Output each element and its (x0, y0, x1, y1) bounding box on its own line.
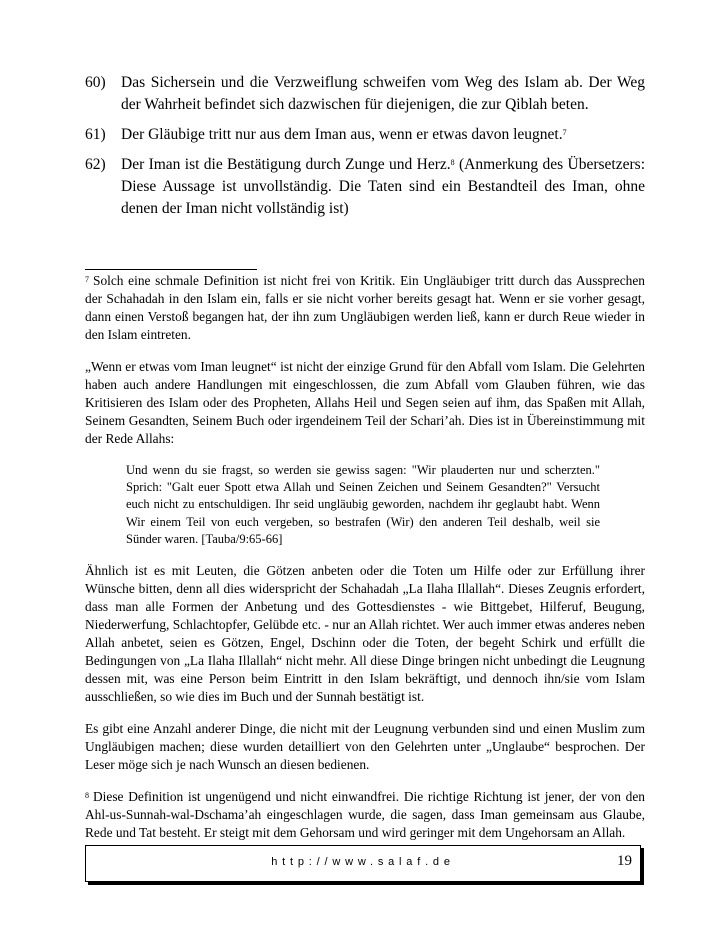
footnote-ref-7[interactable]: 7 (562, 128, 567, 137)
item-text-continued: (Anmerkung des Übersetzers: Diese Aussage ist unvollständig. Die Taten sind ein Bestandteil des Iman, ohne denen der Iman nicht vollständig ist) (121, 156, 645, 217)
footnote-paragraph: Ähnlich ist es mit Leuten, die Götzen anbeten oder die Toten um Hilfe oder zur Erfüllung ihrer Wünsche bitten, denn all dies widerspricht der Schahadah „La Ilaha Illallah“. Dieses Zeugnis erfordert, dass man alle Formen der Anbetung und des Gottesdienstes - wie Bittgebet, Hilferuf, Beugung, Niederwerfung, Schlachtopfer, Gelübde etc. - nur an Allah richtet. Wer auch immer etwas anderes neben Allah anbetet, seien es Götzen, Engel, Dschinn oder die Toten, der begeht Schirk und erfüllt die Bedingungen von „La Ilaha Illallah“ nicht mehr. All diese Dinge bringen nicht unbedingt die Leugnung dessen mit, was eine Person beim Eintritt in den Islam bekräftigt, und dennoch ihn/sie vom Islam ausschließen, so wie dies im Buch und der Sunnah bestätigt ist. (85, 563, 645, 705)
footnote-7 (85, 272, 645, 344)
footer-url[interactable]: http://www.salaf.de (271, 856, 455, 868)
footnote-ref-8[interactable]: 8 (450, 158, 455, 167)
footnotes (85, 272, 645, 856)
page-footer (85, 845, 641, 882)
footnote-separator (85, 269, 257, 270)
item-number: 60) (85, 74, 106, 91)
list-item-61 (85, 124, 645, 146)
footnote-marker: 8 (85, 791, 89, 801)
item-text: Der Iman ist die Bestätigung durch Zunge und Herz. (121, 156, 451, 173)
item-number: 62) (85, 156, 106, 173)
footnote-paragraph: „Wenn er etwas vom Iman leugnet“ ist nicht der einzige Grund für den Abfall vom Islam. Die Gelehrten haben auch andere Handlungen mit eingeschlossen, die zum Abfall vom Glauben führen, wie das Kritisieren des Islam oder des Propheten, Allahs Heil und Segen seien auf ihm, das Spaßen mit Allah, Seinem Gesandten, Seinem Buch oder irgendeinem Teil der Schari’ah. Dies ist in Übereinstimmung mit der Rede Allahs: (85, 359, 645, 446)
page-number: 19 (617, 853, 632, 869)
numbered-list (85, 72, 645, 228)
footnote-8 (85, 788, 645, 842)
item-number: 61) (85, 126, 106, 143)
list-item-60 (85, 72, 645, 116)
footnote-paragraph: Es gibt eine Anzahl anderer Dinge, die nicht mit der Leugnung verbunden sind und einen Muslim zum Ungläubigen machen; diese wurden detailliert von den Gelehrten unter „Unglaube“ besprochen. Der Leser möge sich je nach Wunsch an diesen bedienen. (85, 721, 645, 773)
footnote-text: Diese Definition ist ungenügend und nicht einwandfrei. Die richtige Richtung ist jener, der von den Ahl-us-Sunnah-wal-Dschama’ah eingeschlagen wurde, die sagen, dass Iman gemeinsam aus Glaube, Rede und Tat besteht. Er steigt mit dem Gehorsam und wird geringer mit dem Ungehorsam an Allah. (85, 789, 645, 841)
footnote-marker: 7 (85, 275, 89, 284)
list-item-62 (85, 154, 645, 220)
item-text: Das Sichersein und die Verzweiflung schweifen vom Weg des Islam ab. Der Weg der Wahrheit befindet sich dazwischen für diejenigen, die zur Qiblah beten. (121, 74, 645, 113)
quran-quote: Und wenn du sie fragst, so werden sie gewiss sagen: "Wir plauderten nur und scherzten." Sprich: "Galt euer Spott etwa Allah und Seinen Zeichen und Seinem Gesandten?" Versucht euch nicht zu entschuldigen. Ihr seid ungläubig geworden, nachdem ihr geglaubt habt. Wenn Wir einem Teil von euch vergeben, so bestrafen (Wir) den anderen Teil deshalb, weil sie Sünder waren. [Tauba/9:65-66] (126, 463, 600, 546)
item-text: Der Gläubige tritt nur aus dem Iman aus, wenn er etwas davon leugnet. (121, 126, 563, 143)
footnote-text: Solch eine schmale Definition ist nicht frei von Kritik. Ein Ungläubiger tritt durch das Aussprechen der Schahadah in den Islam ein, falls er sie nicht vorher bereits gesagt hat. Wenn er sie vorher gesagt, dann einen Verstoß begangen hat, der ihn zum Ungläubigen werden ließ, kann er durch Reue wieder in den Islam eintreten. (85, 273, 645, 342)
